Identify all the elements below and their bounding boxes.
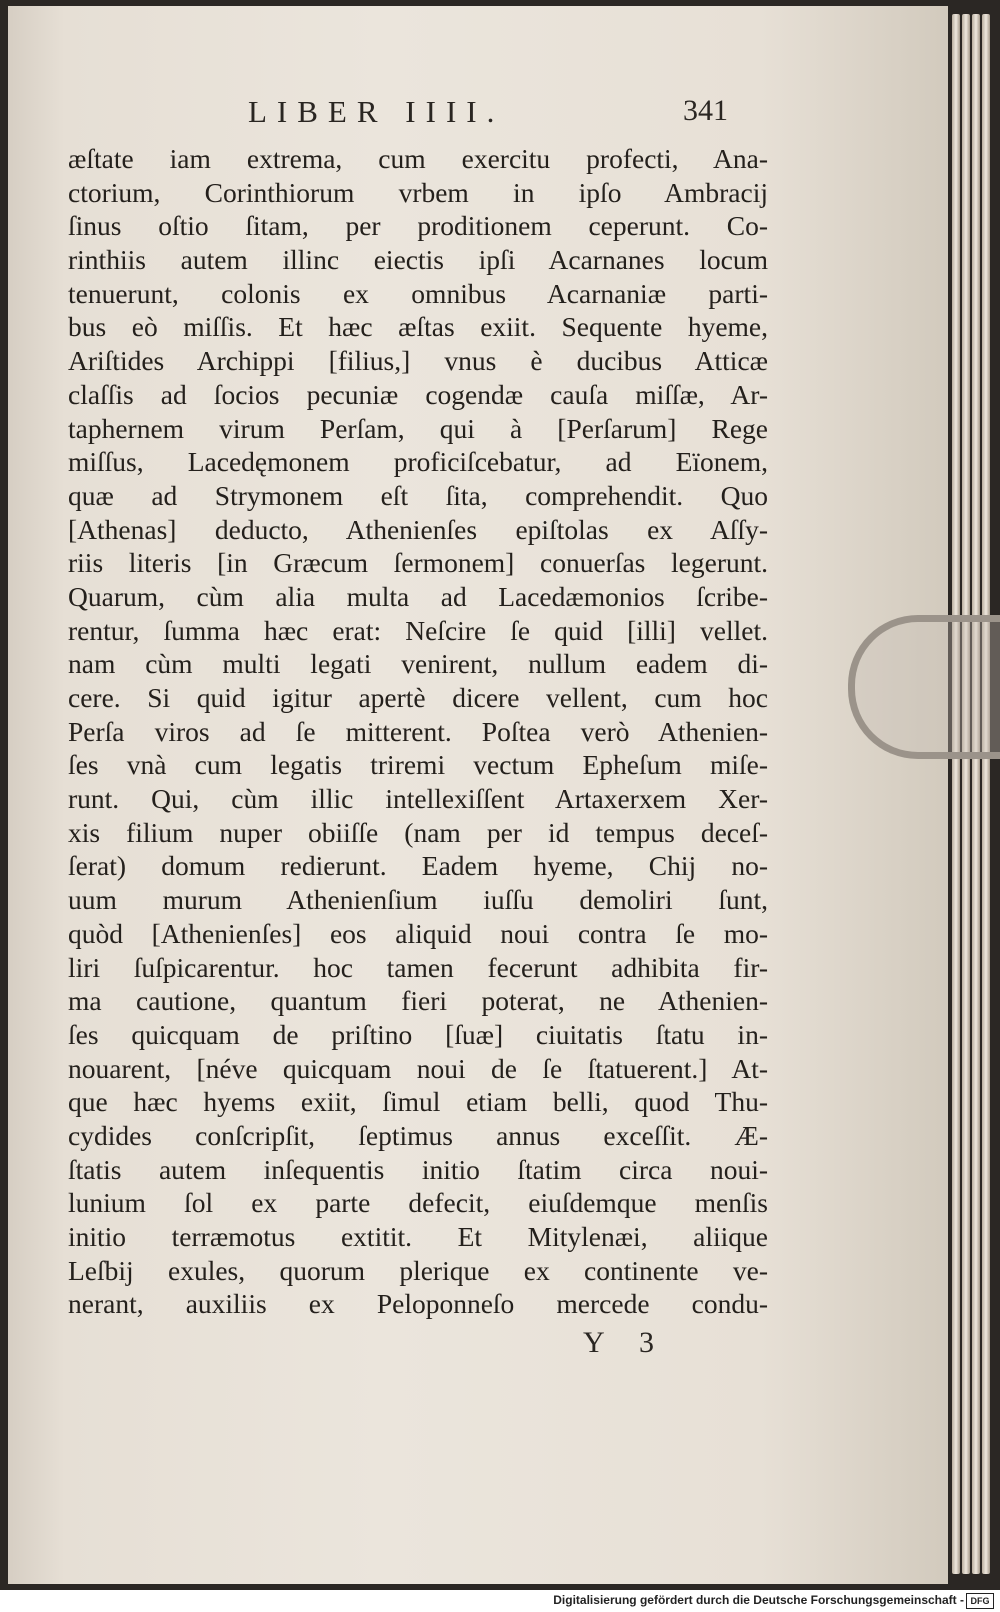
text-line: ſtatis autem inſequentis initio ſtatim circa noui- xyxy=(68,1153,768,1185)
text-line: taphernem virum Perſam, qui à [Perſarum] Rege xyxy=(68,412,768,444)
text-line: Perſa viros ad ſe mitterent. Poſtea verò Athenien- xyxy=(68,715,768,747)
book-clasp xyxy=(848,615,1000,759)
text-line: uum murum Athenienſium iuſſu demoliri ſunt, xyxy=(68,884,768,916)
text-line: rinthiis autem illinc eiectis ipſi Acarnanes locum xyxy=(68,244,768,276)
text-line: quæ ad Strymonem eſt ſita, comprehendit. Quo xyxy=(68,479,768,511)
text-line: ſerat) domum redierunt. Eadem hyeme, Chij no- xyxy=(68,850,768,882)
text-line: Quarum, cùm alia multa ad Lacedæmonios ſcribe- xyxy=(68,580,768,612)
dfg-logo-icon: DFG xyxy=(966,1593,994,1609)
funding-credit: Digitalisierung gefördert durch die Deutsche Forschungsgemeinschaft - xyxy=(553,1593,964,1607)
text-line: ma cautione, quantum fieri poterat, ne Athenien- xyxy=(68,985,768,1017)
text-line: initio terræmotus extitit. Et Mitylenæi, aliique xyxy=(68,1221,768,1252)
running-head-title: LIBER IIII. xyxy=(248,94,505,129)
text-line: bus eò miſſis. Et hæc æſtas exiit. Sequente hyeme, xyxy=(68,311,768,343)
signature-mark: Y 3 xyxy=(583,1326,669,1359)
text-line: lunium ſol ex parte defecit, eiuſdemque menſis xyxy=(68,1187,768,1219)
text-line: cydides conſcripſit, ſeptimus annus exceſſit. Æ- xyxy=(68,1119,768,1151)
footer-bar xyxy=(0,1590,1000,1612)
text-line: nam cùm multi legati venirent, nullum eadem di- xyxy=(68,648,768,680)
text-line: ſinus oſtio ſitam, per proditionem ceperunt. Co- xyxy=(68,210,768,242)
text-line: ſes vnà cum legatis triremi vectum Epheſum miſe- xyxy=(68,749,768,781)
page-number: 341 xyxy=(683,94,728,127)
text-line: xis filium nuper obiiſſe (nam per id tempus deceſ- xyxy=(68,816,768,848)
book-page xyxy=(8,6,948,1584)
page-edge xyxy=(952,14,960,1574)
running-head xyxy=(68,94,768,134)
text-line: æſtate iam extrema, cum exercitu profecti, Ana- xyxy=(68,143,768,174)
body-text xyxy=(68,142,768,1321)
page-edge xyxy=(982,14,990,1574)
text-line: rentur, ſumma hæc erat: Neſcire ſe quid [illi] vellet. xyxy=(68,614,768,646)
text-line: tenuerunt, colonis ex omnibus Acarnaniæ parti- xyxy=(68,277,768,309)
page-edge xyxy=(962,14,970,1574)
text-line: ſes quicquam de priſtino [ſuæ] ciuitatis ſtatu in- xyxy=(68,1018,768,1050)
text-line: Leſbij exules, quorum plerique ex continente ve- xyxy=(68,1254,768,1286)
text-line: miſſus, Lacedęmonem proficiſcebatur, ad Eïonem, xyxy=(68,446,768,478)
text-line: liri ſuſpicarentur. hoc tamen fecerunt adhibita fir- xyxy=(68,951,768,983)
text-line: claſſis ad ſocios pecuniæ cogendæ cauſa miſſæ, Ar- xyxy=(68,378,768,410)
text-line: ctorium, Corinthiorum vrbem in ipſo Ambracij xyxy=(68,176,768,208)
page-edge xyxy=(972,14,980,1574)
text-line: cere. Si quid igitur apertè dicere vellent, cum hoc xyxy=(68,682,768,713)
text-line: que hæc hyems exiit, ſimul etiam belli, quod Thu- xyxy=(68,1086,768,1118)
text-line: quòd [Athenienſes] eos aliquid noui contra ſe mo- xyxy=(68,917,768,949)
text-line: runt. Qui, cùm illic intellexiſſent Artaxerxem Xer- xyxy=(68,783,768,815)
text-line: [Athenas] deducto, Athenienſes epiſtolas ex Aſſy- xyxy=(68,513,768,545)
text-line: riis literis [in Græcum ſermonem] conuerſas legerunt. xyxy=(68,547,768,579)
text-line: nouarent, [néve quicquam noui de ſe ſtatuerent.] At- xyxy=(68,1052,768,1084)
text-line: nerant, auxiliis ex Peloponneſo mercede condu- xyxy=(68,1288,768,1320)
text-line: Ariſtides Archippi [filius,] vnus è ducibus Atticæ xyxy=(68,345,768,377)
